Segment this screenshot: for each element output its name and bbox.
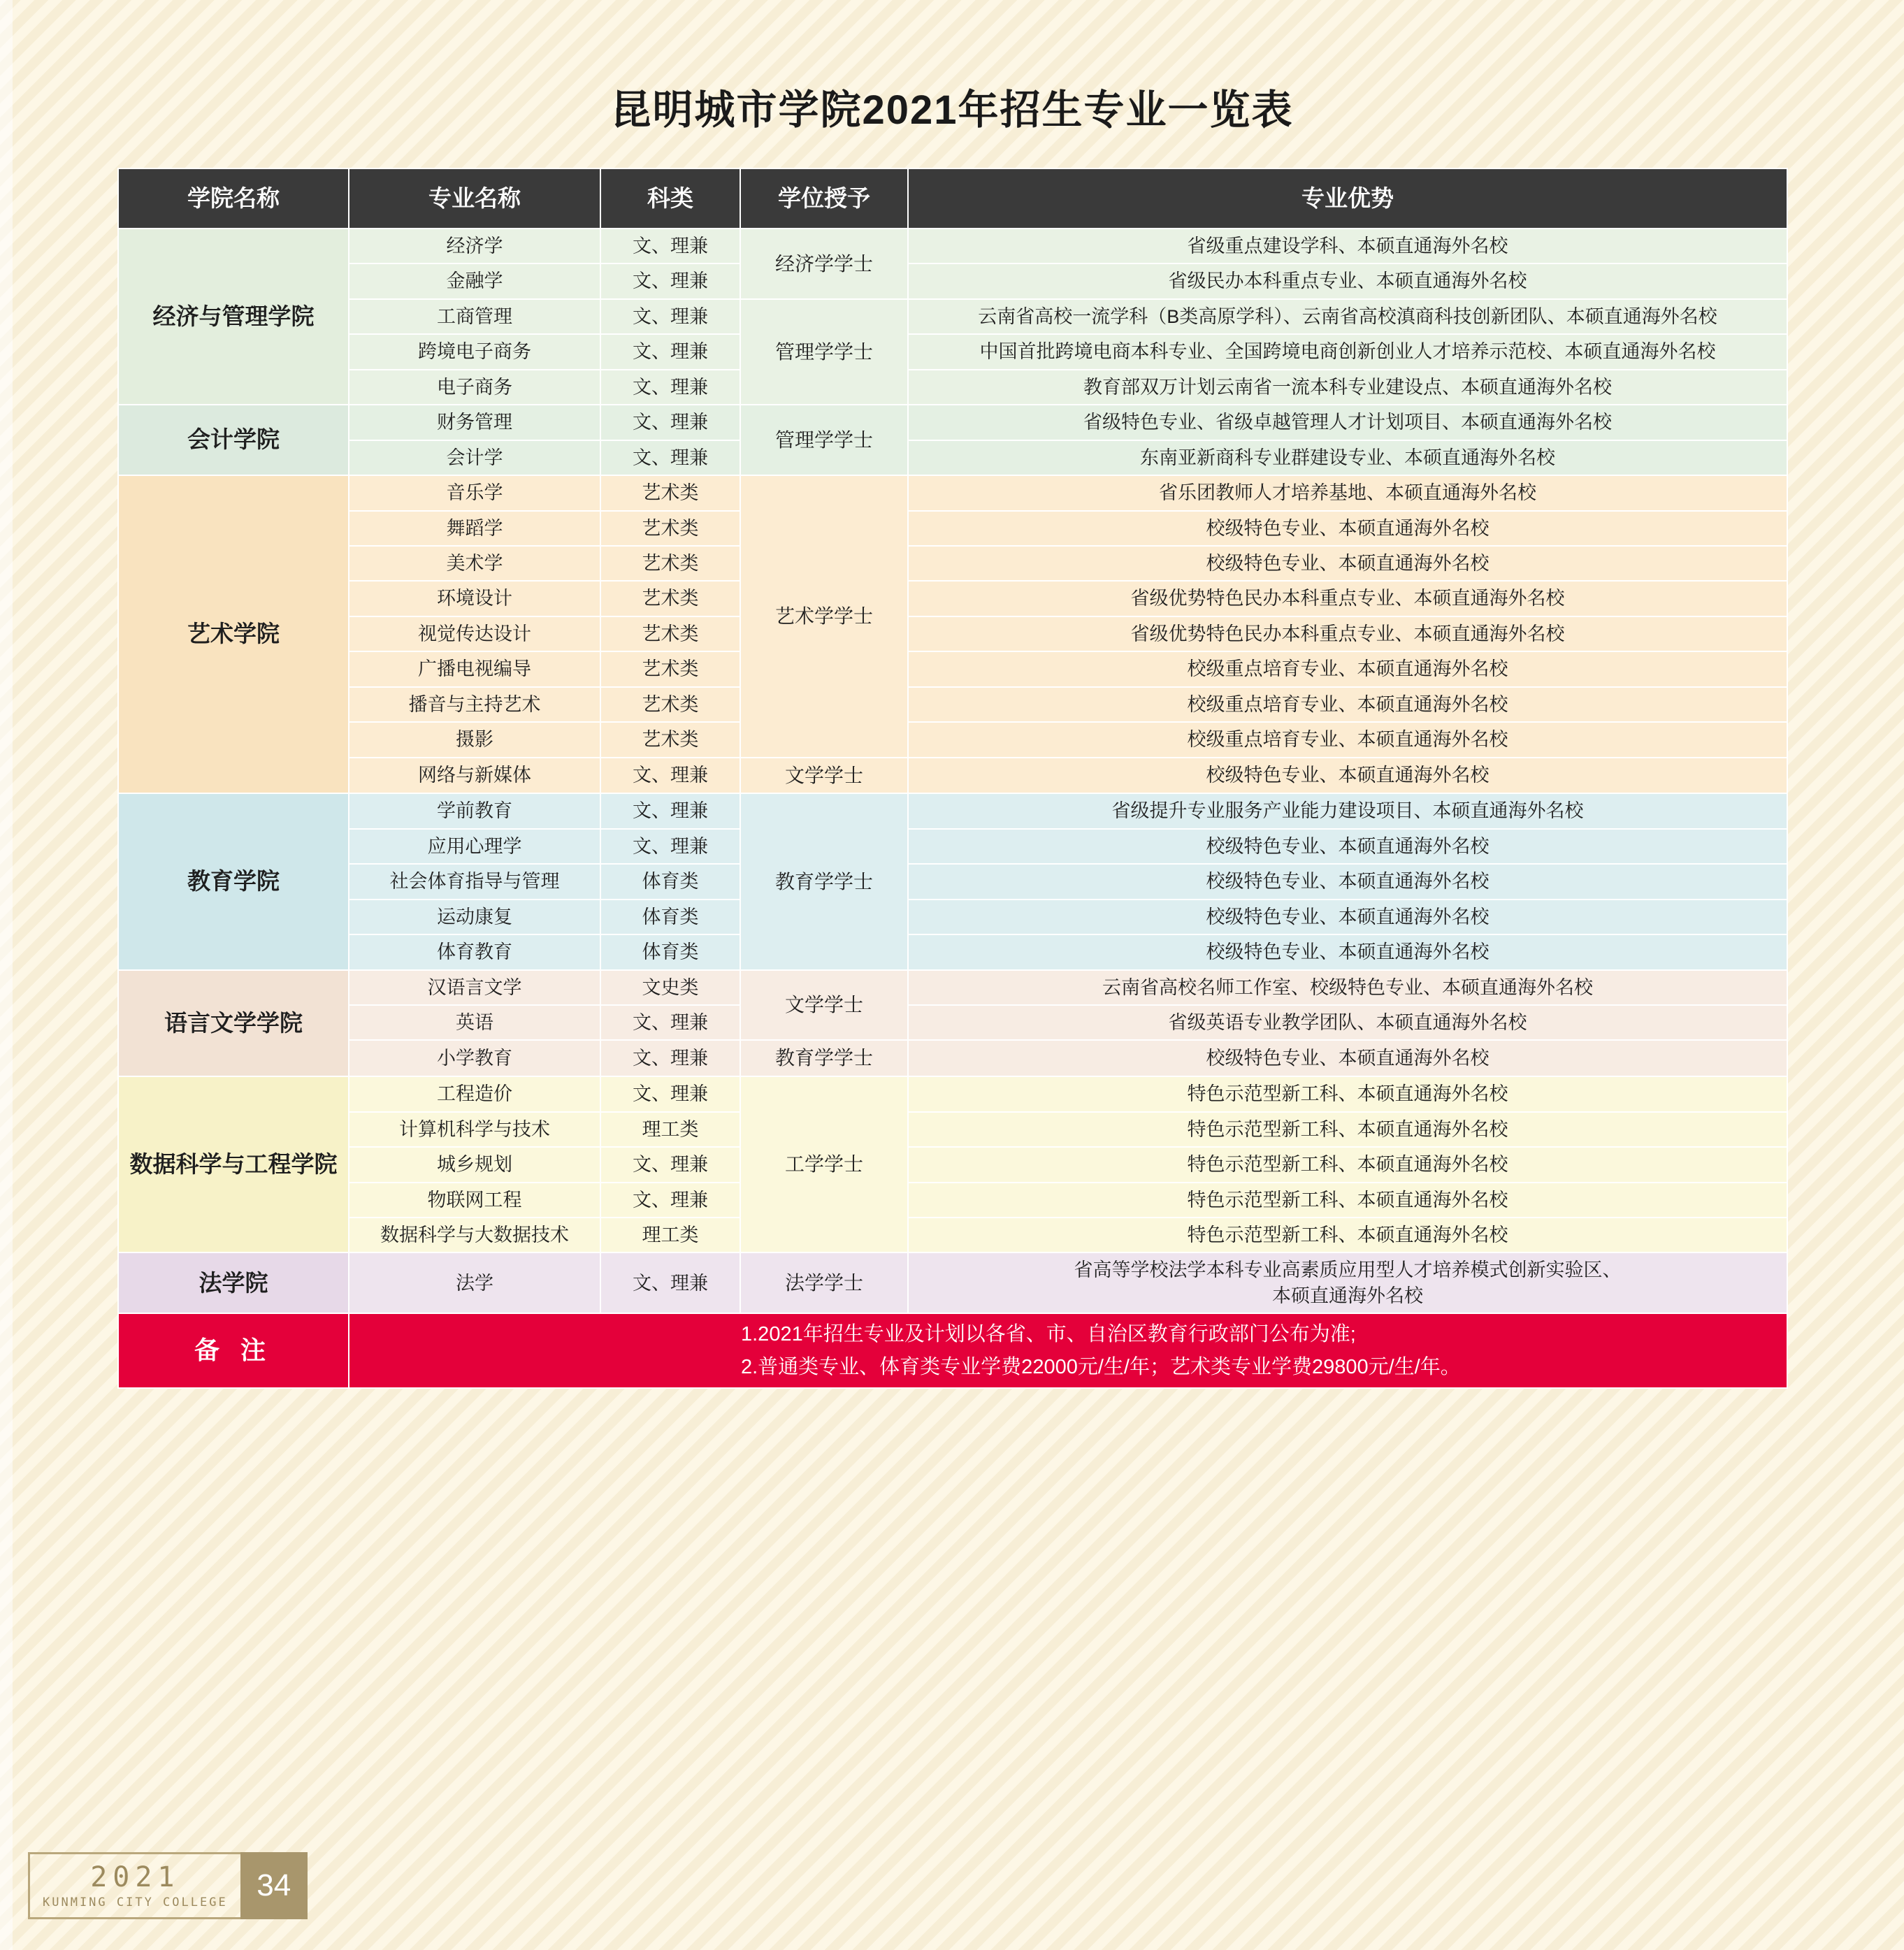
degree-cell: 工学学士 [740,1076,908,1252]
category-cell: 文、理兼 [600,405,740,440]
page-number: 34 [240,1852,308,1919]
page-title: 昆明城市学院2021年招生专业一览表 [610,87,1294,133]
advantage-cell: 校级重点培育专业、本硕直通海外名校 [908,651,1787,686]
major-name-cell: 应用心理学 [349,829,600,864]
table-row [118,934,1787,969]
advantage-cell: 教育部双万计划云南省一流本科专业建设点、本硕直通海外名校 [908,370,1787,405]
category-cell: 艺术类 [600,651,740,686]
college-name-cell: 法学院 [118,1252,349,1313]
category-cell: 文史类 [600,970,740,1005]
major-name-cell: 汉语言文学 [349,970,600,1005]
table-row [118,475,1787,510]
advantage-cell: 省级优势特色民办本科重点专业、本硕直通海外名校 [908,616,1787,651]
category-cell: 文、理兼 [600,370,740,405]
advantage-cell: 省级提升专业服务产业能力建设项目、本硕直通海外名校 [908,793,1787,828]
table-row [118,1005,1787,1040]
major-name-cell: 小学教育 [349,1040,600,1076]
major-name-cell: 计算机科学与技术 [349,1112,600,1147]
table-row [118,405,1787,440]
advantage-cell: 特色示范型新工科、本硕直通海外名校 [908,1076,1787,1111]
column-header-college: 学院名称 [118,168,349,229]
table-row [118,546,1787,581]
note-row [118,1313,1787,1388]
table-row [118,864,1787,899]
advantage-cell: 省级优势特色民办本科重点专业、本硕直通海外名校 [908,581,1787,616]
advantage-cell: 校级特色专业、本硕直通海外名校 [908,1040,1787,1076]
major-name-cell: 网络与新媒体 [349,758,600,794]
table-row [118,758,1787,794]
category-cell: 文、理兼 [600,793,740,828]
college-name-cell: 语言文学学院 [118,970,349,1077]
major-name-cell: 数据科学与大数据技术 [349,1218,600,1252]
category-cell: 艺术类 [600,581,740,616]
degree-cell: 艺术学学士 [740,475,908,758]
table-row [118,1183,1787,1218]
footer-year: 2021 [90,1861,180,1893]
advantage-cell: 校级特色专业、本硕直通海外名校 [908,934,1787,969]
category-cell: 文、理兼 [600,263,740,298]
category-cell: 理工类 [600,1112,740,1147]
table-row [118,1076,1787,1111]
category-cell: 艺术类 [600,722,740,757]
table-body [118,229,1787,1388]
category-cell: 文、理兼 [600,1005,740,1040]
category-cell: 体育类 [600,900,740,934]
advantage-cell: 特色示范型新工科、本硕直通海外名校 [908,1183,1787,1218]
degree-cell: 管理学学士 [740,405,908,475]
advantage-cell: 校级特色专业、本硕直通海外名校 [908,546,1787,581]
table-row [118,1252,1787,1313]
category-cell: 艺术类 [600,546,740,581]
advantage-cell: 特色示范型新工科、本硕直通海外名校 [908,1218,1787,1252]
major-name-cell: 运动康复 [349,900,600,934]
table-row [118,263,1787,298]
advantage-cell: 中国首批跨境电商本科专业、全国跨境电商创新创业人才培养示范校、本硕直通海外名校 [908,334,1787,369]
table-row [118,722,1787,757]
category-cell: 文、理兼 [600,1183,740,1218]
advantage-cell: 省级英语专业教学团队、本硕直通海外名校 [908,1005,1787,1040]
advantage-cell: 省级重点建设学科、本硕直通海外名校 [908,229,1787,263]
table-row [118,651,1787,686]
advantage-cell: 东南亚新商科专业群建设专业、本硕直通海外名校 [908,440,1787,475]
major-name-cell: 财务管理 [349,405,600,440]
degree-cell: 教育学学士 [740,793,908,969]
advantage-cell: 特色示范型新工科、本硕直通海外名校 [908,1147,1787,1182]
advantage-cell: 校级特色专业、本硕直通海外名校 [908,829,1787,864]
table-header-row [118,168,1787,229]
advantage-cell: 云南省高校一流学科（B类高原学科）、云南省高校滇商科技创新团队、本硕直通海外名校 [908,299,1787,334]
major-name-cell: 物联网工程 [349,1183,600,1218]
college-name-cell: 数据科学与工程学院 [118,1076,349,1252]
major-name-cell: 体育教育 [349,934,600,969]
degree-cell: 文学学士 [740,970,908,1041]
major-name-cell: 经济学 [349,229,600,263]
category-cell: 艺术类 [600,511,740,546]
category-cell: 艺术类 [600,616,740,651]
table-row [118,334,1787,369]
advantage-cell: 校级特色专业、本硕直通海外名校 [908,864,1787,899]
major-name-cell: 摄影 [349,722,600,757]
college-name-cell: 艺术学院 [118,475,349,793]
table-row [118,900,1787,934]
table-row [118,511,1787,546]
category-cell: 文、理兼 [600,1252,740,1313]
table-row [118,1218,1787,1252]
table-row [118,687,1787,722]
major-name-cell: 社会体育指导与管理 [349,864,600,899]
major-name-cell: 法学 [349,1252,600,1313]
table-row [118,829,1787,864]
degree-cell: 法学学士 [740,1252,908,1313]
college-name-cell: 会计学院 [118,405,349,475]
category-cell: 文、理兼 [600,1147,740,1182]
major-name-cell: 播音与主持艺术 [349,687,600,722]
table-row [118,616,1787,651]
table-row [118,1040,1787,1076]
category-cell: 文、理兼 [600,299,740,334]
table-row [118,229,1787,263]
page-edge [0,0,13,1950]
major-name-cell: 音乐学 [349,475,600,510]
advantage-cell: 省级特色专业、省级卓越管理人才计划项目、本硕直通海外名校 [908,405,1787,440]
degree-cell: 经济学学士 [740,229,908,299]
advantage-cell: 校级特色专业、本硕直通海外名校 [908,758,1787,794]
majors-table [117,168,1788,1389]
table-row [118,440,1787,475]
major-name-cell: 电子商务 [349,370,600,405]
degree-cell: 文学学士 [740,758,908,794]
major-name-cell: 舞蹈学 [349,511,600,546]
major-name-cell: 英语 [349,1005,600,1040]
college-name-cell: 教育学院 [118,793,349,969]
category-cell: 文、理兼 [600,440,740,475]
note-body [349,1313,1787,1388]
footer-brand-name: KUNMING CITY COLLEGE [43,1895,228,1909]
advantage-cell: 特色示范型新工科、本硕直通海外名校 [908,1112,1787,1147]
column-header-category: 科类 [600,168,740,229]
category-cell: 体育类 [600,864,740,899]
major-name-cell: 环境设计 [349,581,600,616]
major-name-cell: 美术学 [349,546,600,581]
category-cell: 文、理兼 [600,829,740,864]
table-row [118,370,1787,405]
category-cell: 体育类 [600,934,740,969]
major-name-cell: 工程造价 [349,1076,600,1111]
category-cell: 理工类 [600,1218,740,1252]
category-cell: 文、理兼 [600,758,740,794]
column-header-degree: 学位授予 [740,168,908,229]
note-line: 2.普通类专业、体育类专业学费22000元/生/年；艺术类专业学费29800元/生/年。 [741,1355,1461,1378]
table-row [118,299,1787,334]
table-row [118,581,1787,616]
major-name-cell: 城乡规划 [349,1147,600,1182]
college-name-cell: 经济与管理学院 [118,229,349,405]
column-header-major: 专业名称 [349,168,600,229]
major-name-cell: 跨境电子商务 [349,334,600,369]
table-row [118,1147,1787,1182]
category-cell: 文、理兼 [600,334,740,369]
category-cell: 文、理兼 [600,1040,740,1076]
major-name-cell: 视觉传达设计 [349,616,600,651]
footer-brand [28,1852,240,1919]
advantage-cell: 云南省高校名师工作室、校级特色专业、本硕直通海外名校 [908,970,1787,1005]
advantage-cell: 校级特色专业、本硕直通海外名校 [908,900,1787,934]
degree-cell: 管理学学士 [740,299,908,405]
category-cell: 艺术类 [600,687,740,722]
major-name-cell: 广播电视编导 [349,651,600,686]
advantage-cell: 校级重点培育专业、本硕直通海外名校 [908,687,1787,722]
column-header-advantage: 专业优势 [908,168,1787,229]
footer [28,1852,308,1919]
advantage-cell: 省乐团教师人才培养基地、本硕直通海外名校 [908,475,1787,510]
category-cell: 文、理兼 [600,1076,740,1111]
major-name-cell: 学前教育 [349,793,600,828]
note-line: 1.2021年招生专业及计划以各省、市、自治区教育行政部门公布为准; [741,1323,1356,1346]
table-row [118,1112,1787,1147]
major-name-cell: 工商管理 [349,299,600,334]
table-row [118,970,1787,1005]
note-label: 备 注 [118,1313,349,1388]
advantage-cell: 省高等学校法学本科专业高素质应用型人才培养模式创新实验区、 本硕直通海外名校 [908,1252,1787,1313]
table-header [118,168,1787,229]
major-name-cell: 会计学 [349,440,600,475]
category-cell: 艺术类 [600,475,740,510]
advantage-cell: 校级特色专业、本硕直通海外名校 [908,511,1787,546]
advantage-cell: 省级民办本科重点专业、本硕直通海外名校 [908,263,1787,298]
advantage-cell: 校级重点培育专业、本硕直通海外名校 [908,722,1787,757]
table-row [118,793,1787,828]
major-name-cell: 金融学 [349,263,600,298]
category-cell: 文、理兼 [600,229,740,263]
degree-cell: 教育学学士 [740,1040,908,1076]
